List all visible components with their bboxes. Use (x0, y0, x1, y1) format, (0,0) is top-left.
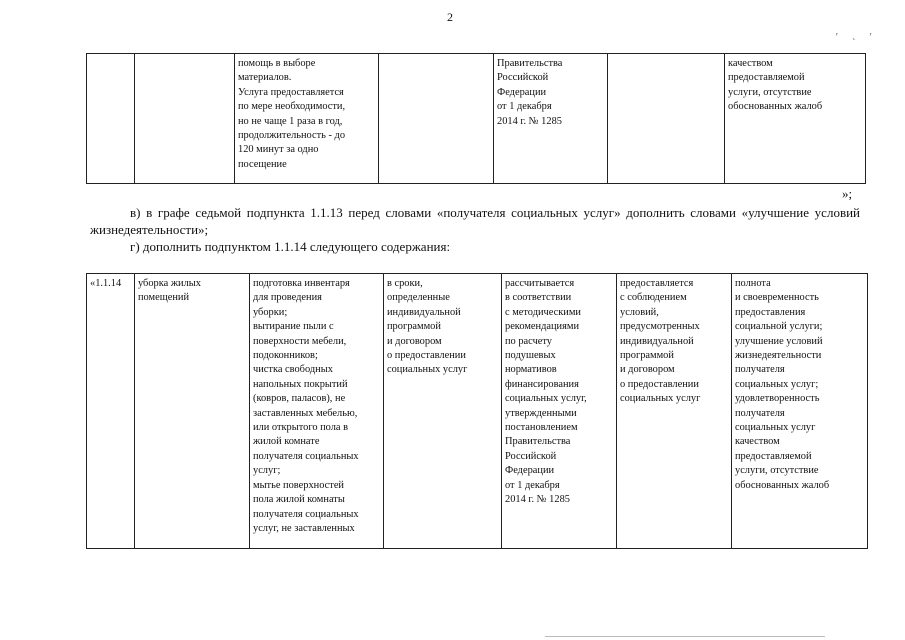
page-number: 2 (447, 10, 453, 24)
cell-text-line: чистка свободных (253, 364, 333, 376)
cell-text-line (138, 57, 231, 71)
cell-text-line: постановлением (505, 422, 578, 434)
cell-text-line: условий, (620, 306, 659, 318)
table-cell (250, 274, 384, 549)
cell-text-line: материалов. (238, 72, 292, 84)
table-cell (608, 54, 725, 184)
cell-text-line: индивидуальной (387, 306, 461, 318)
table-cell (725, 54, 866, 184)
cell-text-line: от 1 декабря (497, 101, 552, 113)
cell-text-line: программой (387, 321, 441, 333)
cell-text-line: услуги, отсутствие (735, 465, 819, 477)
services-table-continuation (86, 53, 866, 184)
cell-text-line: обоснованных жалоб (728, 101, 823, 113)
cell-text-line: с соблюдением (620, 292, 687, 304)
cell-text-line: подушевых (505, 350, 556, 362)
table-cell (379, 54, 494, 184)
cell-text-line: уборка жилых (138, 278, 201, 289)
cell-text-line: услуги, отсутствие (728, 86, 812, 98)
cell-text-line: 120 минут за одно (238, 144, 319, 156)
cell-text-line: Правительства (497, 58, 563, 69)
cell-text-line: но не чаще 1 раза в год, (238, 115, 343, 127)
corner-marks: ʳ ˏ ʳ (836, 30, 878, 40)
cell-text-line: предоставления (735, 306, 806, 318)
cell-text-line: по расчету (505, 335, 553, 347)
cell-text-line: и договором (620, 364, 675, 376)
table-row (87, 274, 868, 549)
cell-text-line: индивидуальной (620, 335, 694, 347)
table-cell (87, 54, 135, 184)
table-cell (732, 274, 868, 549)
table-cell (135, 54, 235, 184)
amendment-paragraph-g: г) дополнить подпунктом 1.1.14 следующего содержания: (130, 239, 451, 254)
cell-text-line: утвержденными (505, 407, 577, 419)
cell-text-line (90, 57, 131, 71)
cell-text-line: социальных услуг, (505, 393, 587, 405)
cell-text-line: Услуга предоставляется (238, 86, 344, 98)
cell-text-line: предоставляемой (728, 72, 805, 84)
cell-text-line: программой (620, 350, 674, 362)
cell-text-line: поверхности мебели, (253, 335, 347, 347)
cell-text-line: заставленных мебелью, (253, 407, 358, 419)
cell-text-line: и своевременность (735, 292, 819, 304)
table-cell (384, 274, 502, 549)
cell-text-line: в соответствии (505, 292, 572, 304)
cell-text-line: получателя (735, 364, 785, 376)
closing-quote-mark: »; (842, 186, 853, 201)
cell-text-line: Федерации (497, 86, 547, 98)
cell-text-line: и договором (387, 335, 442, 347)
cell-text-line: Российской (497, 72, 549, 84)
cell-text-line: предоставляемой (735, 450, 812, 462)
cell-text-line: вытирание пыли с (253, 321, 334, 333)
cell-text-line: социальных услуг (387, 364, 468, 376)
amendment-paragraph-v: в) в графе седьмой подпункта 1.1.13 перед словами «получателя социальных услуг» дополнить словами «улучшение условий жизнедеятельности»; (90, 205, 860, 237)
cell-text-line: услуг; (253, 465, 281, 477)
cell-text-line: Правительства (505, 436, 571, 448)
table-cell (617, 274, 732, 549)
cell-text-line: от 1 декабря (505, 479, 560, 491)
cell-text-line: полнота (735, 278, 771, 289)
cell-text-line: социальных услуг (620, 393, 701, 405)
table-cell (135, 274, 250, 549)
cell-text-line: рекомендациями (505, 321, 580, 333)
cell-text-line: жилой комнате (253, 436, 320, 448)
cell-text-line: жизнедеятельности (735, 350, 822, 362)
cell-text-line: или открытого пола в (253, 422, 349, 434)
cell-text-line: социальных услуг (735, 422, 816, 434)
table-cell (87, 274, 135, 549)
cell-text-line: о предоставлении (620, 378, 699, 390)
cell-text-line: уборки; (253, 306, 288, 318)
cell-text-line: улучшение условий (735, 335, 823, 347)
cell-text-line: нормативов (505, 364, 557, 376)
cell-text-line: получателя (735, 407, 785, 419)
cell-text-line: о предоставлении (387, 350, 466, 362)
cell-text-line: получателя социальных (253, 508, 359, 520)
cell-text-line: (ковров, паласов), не (253, 393, 346, 405)
cell-text-line: определенные (387, 292, 450, 304)
cell-text-line: получателя социальных (253, 450, 359, 462)
table-cell (502, 274, 617, 549)
cell-text-line: качеством (735, 436, 780, 448)
cell-text-line: Российской (505, 450, 557, 462)
cell-text-line: по мере необходимости, (238, 101, 346, 113)
services-table-new-item (86, 273, 868, 549)
cell-text-line: социальной услуги; (735, 321, 823, 333)
cell-text-line: помощь в выборе (238, 58, 316, 69)
table-row (87, 54, 866, 184)
cell-text-line (382, 57, 490, 71)
cell-text-line: в сроки, (387, 278, 423, 289)
cell-text-line (611, 57, 721, 71)
cell-text-line: пола жилой комнаты (253, 494, 345, 506)
cell-text-line: с методическими (505, 306, 581, 318)
cell-text-line: помещений (138, 292, 190, 304)
cell-text-line: удовлетворенность (735, 393, 820, 405)
cell-text-line: обоснованных жалоб (735, 479, 830, 491)
cell-text-line: «1.1.14 (90, 278, 122, 289)
cell-text-line: финансирования (505, 378, 579, 390)
cell-text-line: мытье поверхностей (253, 479, 344, 491)
cell-text-line: рассчитывается (505, 278, 575, 289)
table-cell (235, 54, 379, 184)
cell-text-line: услуг, не заставленных (253, 522, 355, 534)
cell-text-line: напольных покрытий (253, 378, 348, 390)
cell-text-line: предоставляется (620, 278, 694, 289)
table-cell (494, 54, 608, 184)
cell-text-line: посещение (238, 158, 287, 170)
cell-text-line: качеством (728, 58, 773, 69)
cell-text-line: подготовка инвентаря (253, 278, 350, 289)
cell-text-line: Федерации (505, 465, 555, 477)
cell-text-line: подоконников; (253, 350, 318, 362)
cell-text-line: 2014 г. № 1285 (505, 494, 570, 506)
cell-text-line: для проведения (253, 292, 322, 304)
cell-text-line: предусмотренных (620, 321, 700, 333)
scan-edge-line (545, 636, 825, 637)
cell-text-line: 2014 г. № 1285 (497, 115, 562, 127)
cell-text-line: продолжительность - до (238, 130, 346, 142)
cell-text-line: социальных услуг; (735, 378, 819, 390)
